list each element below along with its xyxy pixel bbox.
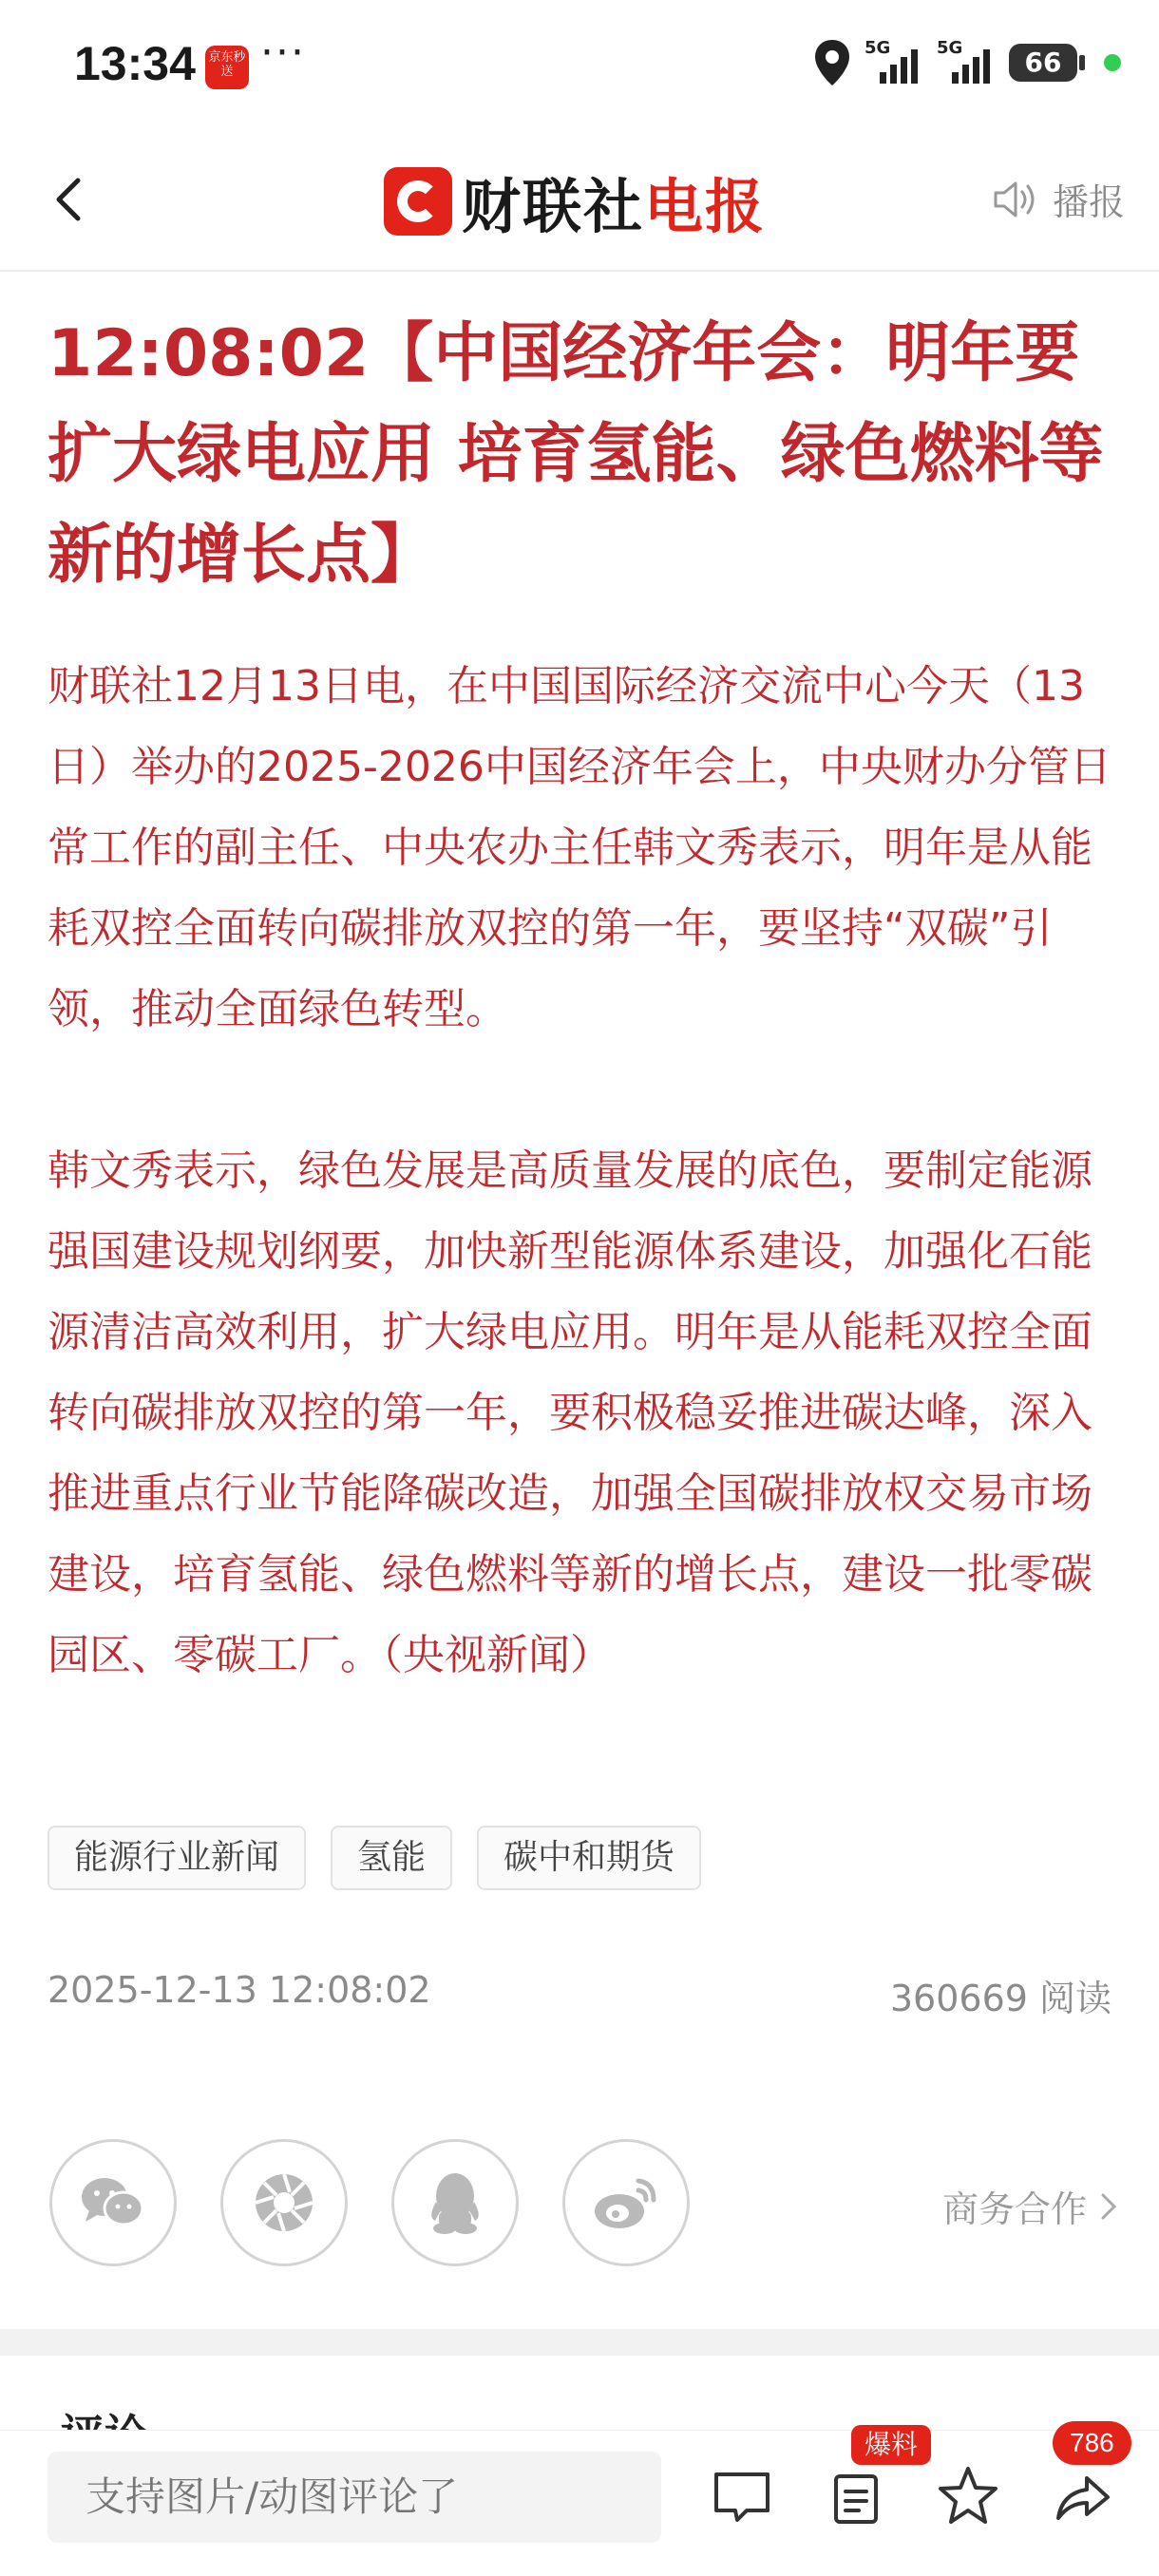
tag-hydrogen[interactable]: 氢能: [331, 1826, 452, 1890]
logo-suffix: 电报: [644, 171, 767, 241]
share-buttons: [49, 2139, 690, 2266]
status-time: 13:34: [74, 37, 196, 90]
article-title: 12:08:02【中国经济年会：明年要扩大绿电应用 培育氢能、绿色燃料等新的增长点】: [48, 316, 1104, 593]
comment-input[interactable]: [48, 2452, 661, 2543]
wechat-icon: [78, 2172, 148, 2233]
logo-text: [462, 160, 766, 244]
moments-icon: [250, 2169, 318, 2237]
share-qq-button[interactable]: [391, 2139, 519, 2266]
signal-label: 5G: [937, 38, 963, 58]
privacy-indicator-icon: [1104, 54, 1121, 71]
comment-icon[interactable]: [709, 2463, 775, 2529]
qq-icon: [426, 2169, 484, 2236]
article-meta: [48, 1969, 1112, 2022]
comments-section-title: [61, 2401, 148, 2430]
article-paragraph-2: 韩文秀表示，绿色发展是高质量发展的底色，要制定能源强国建设规划纲要，加快新型能源体系建设，加强化石能源清洁高效利用，扩大绿电应用。明年是从能耗双控全面转向碳排放双控的第一年，要积极稳妥推进碳达峰，深入推进重点行业节能降碳改造，加强全国碳排放权交易市场建设，培育氢能、绿色燃料等新的增长点，建设一批零碳园区、零碳工厂。（央视新闻）: [48, 1146, 1092, 1679]
business-label: 商务合作: [941, 2188, 1087, 2230]
logo-brand: 财联社: [462, 171, 645, 241]
tag-energy-news[interactable]: 能源行业新闻: [48, 1826, 306, 1890]
share-count-badge: 786: [1053, 2421, 1131, 2465]
tag-carbon-futures[interactable]: 碳中和期货: [477, 1826, 701, 1890]
cls-telegraph-logo: [384, 161, 766, 241]
section-divider: [0, 2329, 1159, 2356]
status-bar: [0, 0, 1159, 133]
back-arrow-icon[interactable]: [42, 171, 99, 228]
share-wechat-button[interactable]: [49, 2139, 177, 2266]
top-nav-bar: [0, 133, 1159, 272]
article-paragraph-1: 财联社12月13日电，在中国国际经济交流中心今天（13日）举办的2025-2026中国经济年会上，中央财办分管日常工作的副主任、中央农办主任韩文秀表示，明年是从能耗双控全面转向碳排放双控的第一年，要坚持“双碳”引领，推动全面绿色转型。: [48, 662, 1112, 1033]
read-count: 360669 阅读: [889, 1978, 1112, 2019]
tip-badge: 爆料: [851, 2425, 931, 2465]
bottom-action-bar: [0, 2430, 1159, 2576]
jd-app-icon: 京东秒送: [205, 46, 249, 89]
signal-5g-icon: [864, 38, 923, 87]
favorite-star-icon[interactable]: [935, 2463, 1001, 2529]
report-tip-icon[interactable]: [825, 2463, 891, 2529]
cls-logo-icon: [384, 167, 452, 236]
signal-label: 5G: [864, 38, 891, 58]
chevron-right-icon: [1100, 2192, 1117, 2221]
signal-5g-icon: [937, 38, 996, 87]
share-moments-button[interactable]: [220, 2139, 348, 2266]
status-indicators: [813, 38, 1121, 87]
weibo-icon: [591, 2173, 661, 2232]
location-icon: [813, 38, 851, 87]
share-icon[interactable]: [1049, 2463, 1115, 2529]
business-cooperation-link[interactable]: [942, 2180, 1117, 2232]
publish-date: 2025-12-13 12:08:02: [48, 1969, 431, 2011]
share-weibo-button[interactable]: [562, 2139, 690, 2266]
tag-list: [48, 1826, 701, 1890]
more-notifications-icon: ···: [260, 28, 306, 77]
broadcast-button[interactable]: [992, 173, 1125, 225]
battery-icon: 66: [1009, 44, 1077, 82]
broadcast-label: 播报: [1052, 181, 1125, 223]
speaker-icon: [992, 179, 1039, 220]
